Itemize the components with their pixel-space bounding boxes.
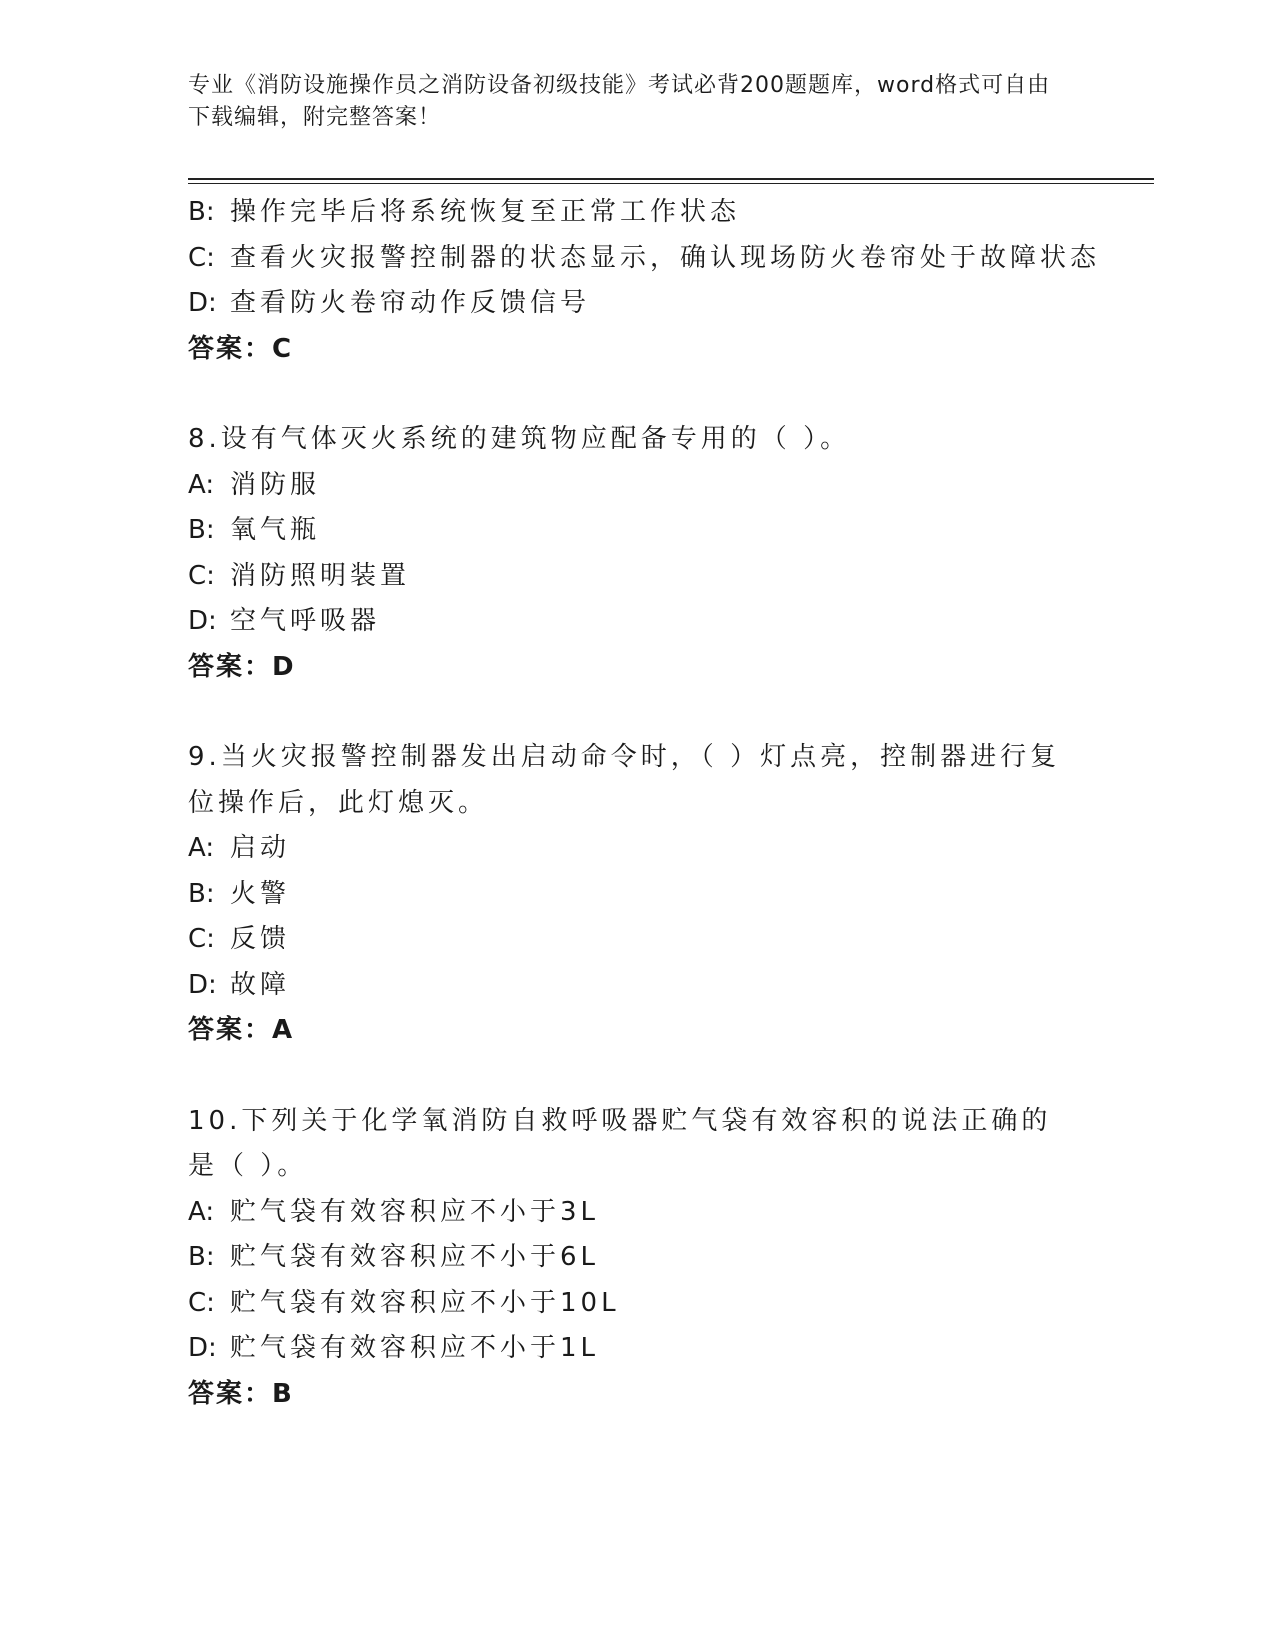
option-b: [188, 872, 1088, 918]
option-text: 反馈: [230, 924, 291, 954]
option-a: [188, 463, 1088, 509]
option-label: A:: [188, 1196, 215, 1227]
option-label: B:: [188, 1242, 215, 1272]
option-d: [188, 599, 1088, 645]
header-divider: [188, 178, 1154, 180]
spacer: [188, 1054, 1088, 1099]
option-label: D:: [188, 1333, 217, 1363]
option-text: 查看火灾报警控制器的状态显示，确认现场防火卷帘处于故障状态: [230, 242, 1101, 273]
question-10: [188, 1099, 1088, 1418]
option-label: B:: [188, 878, 215, 909]
option-a: [188, 1190, 1088, 1236]
option-d: [188, 963, 1088, 1009]
option-c: [188, 1281, 1088, 1327]
option-text: 启动: [230, 833, 291, 863]
option-text: 火警: [230, 878, 291, 909]
option-c: [188, 236, 1101, 282]
option-label: D:: [188, 606, 217, 636]
question-9: [188, 735, 1088, 1054]
question-text: 9.当火灾报警控制器发出启动命令时，（ ）灯点亮，控制器进行复位操作后，此灯熄灭。: [188, 742, 1061, 818]
option-b: [188, 508, 1088, 554]
option-text: 消防照明装置: [230, 560, 411, 591]
option-text: 贮气袋有效容积应不小于10L: [230, 1287, 620, 1318]
option-text: 贮气袋有效容积应不小于3L: [230, 1196, 600, 1227]
option-d: [188, 1326, 1088, 1372]
option-text: 操作完毕后将系统恢复至正常工作状态: [230, 197, 741, 227]
option-label: A:: [188, 833, 215, 863]
option-text: 查看防火卷帘动作反馈信号: [230, 288, 591, 318]
spacer: [188, 372, 1088, 417]
option-label: C:: [188, 1287, 215, 1318]
header-divider-thin: [188, 183, 1154, 184]
question-continued: [188, 190, 1101, 372]
question-text: 8.设有气体灭火系统的建筑物应配备专用的（ ）。: [188, 424, 851, 454]
option-c: [188, 554, 1088, 600]
answer: 答案：D: [188, 651, 296, 682]
option-label: C:: [188, 242, 215, 273]
option-b: [188, 190, 1088, 236]
document-header: 专业《消防设施操作员之消防设备初级技能》考试必背200题题库，word格式可自由下载编辑，附完整答案！: [188, 73, 1051, 130]
option-text: 空气呼吸器: [230, 606, 381, 636]
option-d: [188, 281, 1088, 327]
option-label: D:: [188, 288, 217, 318]
option-text: 故障: [230, 969, 291, 1000]
question-content: [188, 190, 1101, 1417]
answer: 答案：A: [188, 1015, 295, 1045]
option-label: C:: [188, 560, 215, 591]
option-text: 氧气瓶: [230, 515, 321, 545]
option-b: [188, 1235, 1088, 1281]
option-label: B:: [188, 197, 215, 227]
answer: 答案：B: [188, 1378, 294, 1409]
question-text: 10.下列关于化学氧消防自救呼吸器贮气袋有效容积的说法正确的是（ ）。: [188, 1105, 1052, 1181]
option-text: 贮气袋有效容积应不小于6L: [230, 1242, 600, 1272]
option-text: 贮气袋有效容积应不小于1L: [230, 1333, 600, 1363]
option-label: C:: [188, 924, 215, 954]
option-text: 消防服: [230, 469, 321, 500]
question-8: [188, 417, 1088, 690]
option-label: D:: [188, 969, 217, 1000]
option-a: [188, 826, 1088, 872]
answer: 答案：C: [188, 333, 294, 364]
option-label: A:: [188, 469, 215, 500]
spacer: [188, 690, 1088, 735]
option-c: [188, 917, 1088, 963]
option-label: B:: [188, 515, 215, 545]
